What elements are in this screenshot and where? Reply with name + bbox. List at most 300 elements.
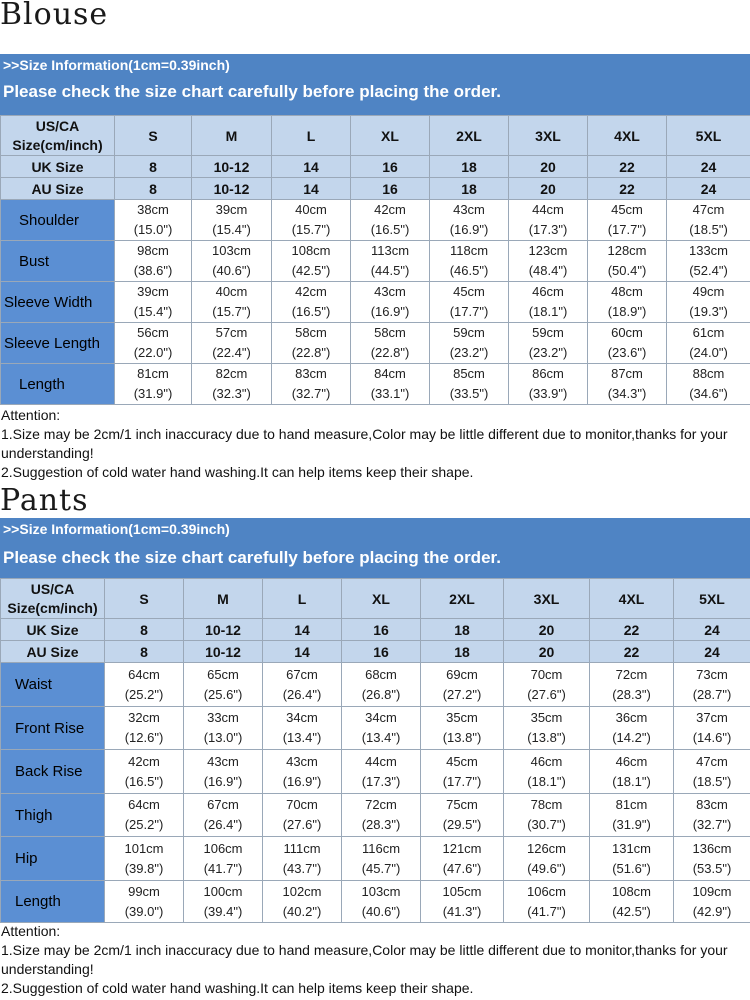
blouse-header-size: S [115, 116, 192, 156]
inch-value: (13.4") [282, 730, 322, 745]
inch-value: (18.9") [607, 304, 647, 319]
pants-measure-cell [184, 837, 263, 881]
inch-value: (16.5") [124, 773, 164, 789]
inch-value: (32.3") [212, 386, 251, 401]
blouse-uk-value: 22 [588, 156, 667, 178]
blouse-measure-row [1, 323, 750, 364]
blouse-uk-value: 10-12 [192, 156, 272, 178]
inch-value: (13.4") [361, 730, 401, 745]
blouse-measure-cell [588, 200, 667, 241]
inch-value: (23.2") [449, 345, 489, 360]
blouse-header-size: 5XL [667, 116, 750, 156]
pants-measure-cell [263, 881, 342, 923]
cm-value: 33cm [207, 710, 239, 725]
cm-value: 116cm [361, 840, 401, 856]
pants-measure-cell [421, 707, 504, 750]
cm-value: 100cm [203, 883, 243, 899]
pants-measure-label: Front Rise [1, 707, 105, 750]
blouse-measure-cell [351, 241, 430, 282]
pants-measure-cell [504, 794, 590, 837]
blouse-measure-label: Sleeve Length [1, 323, 115, 364]
cm-value: 69cm [446, 666, 478, 682]
inch-value: (52.4") [689, 263, 728, 278]
cm-value: 35cm [446, 710, 478, 725]
blouse-uk-label: UK Size [1, 156, 115, 178]
pants-uk-value: 18 [421, 619, 504, 641]
inch-value: (50.4") [607, 263, 647, 278]
inch-value: (22.0") [133, 345, 173, 360]
pants-measure-row [1, 881, 750, 923]
blouse-measure-cell [667, 200, 750, 241]
cm-value: 105cm [442, 883, 482, 899]
pants-au-value: 22 [590, 641, 674, 663]
cm-value: 126cm [526, 840, 567, 856]
blouse-attention-notes [1, 406, 749, 482]
inch-value: (16.9") [203, 773, 243, 789]
blouse-header-us-ca: US/CA [35, 117, 80, 134]
cm-value: 46cm [532, 284, 564, 299]
pants-measure-row [1, 837, 750, 881]
inch-value: (31.9") [133, 386, 173, 401]
cm-value: 81cm [137, 366, 169, 381]
pants-header-size: M [184, 579, 263, 619]
pants-measure-row [1, 794, 750, 837]
cm-value: 42cm [128, 753, 160, 769]
cm-value: 32cm [128, 710, 160, 725]
pants-section-title: Pants [0, 483, 89, 518]
cm-value: 45cm [453, 284, 485, 299]
blouse-measure-cell [115, 241, 192, 282]
inch-value: (26.4") [282, 686, 322, 702]
blouse-au-size-row [1, 178, 750, 200]
cm-value: 45cm [611, 202, 643, 217]
blouse-measure-cell [192, 241, 272, 282]
blouse-measure-cell [115, 200, 192, 241]
inch-value: (18.1") [528, 304, 568, 319]
cm-value: 103cm [361, 883, 401, 899]
inch-value: (27.2") [442, 686, 482, 702]
cm-value: 58cm [295, 325, 327, 340]
cm-value: 64cm [128, 797, 160, 812]
attention-note-2: 2.Suggestion of cold water hand washing.It can help items keep their shape. [1, 464, 474, 480]
cm-value: 39cm [215, 202, 248, 217]
pants-measure-cell [504, 663, 590, 707]
inch-value: (39.0") [124, 903, 164, 919]
cm-value: 113cm [370, 243, 410, 258]
cm-value: 42cm [374, 202, 406, 217]
blouse-au-value: 8 [115, 178, 192, 200]
cm-value: 86cm [532, 366, 564, 381]
cm-value: 88cm [692, 366, 725, 381]
inch-value: (23.2") [528, 345, 568, 360]
pants-measure-cell [342, 794, 421, 837]
inch-value: (27.6") [527, 686, 566, 702]
inch-value: (27.6") [282, 817, 322, 832]
cm-value: 43cm [207, 753, 239, 769]
cm-value: 108cm [291, 243, 331, 258]
pants-size-header-row [1, 579, 750, 619]
cm-value: 67cm [207, 797, 239, 812]
inch-value: (40.6") [212, 263, 251, 278]
blouse-measure-cell [351, 364, 430, 405]
pants-measure-cell [342, 750, 421, 794]
inch-value: (15.7") [291, 222, 331, 237]
blouse-measure-cell [430, 241, 509, 282]
blouse-au-value: 18 [430, 178, 509, 200]
inch-value: (32.7") [692, 817, 732, 832]
pants-measure-cell [590, 663, 674, 707]
blouse-header-size: L [272, 116, 351, 156]
blouse-measure-label: Shoulder [1, 200, 115, 241]
blouse-au-value: 24 [667, 178, 750, 200]
blouse-measure-cell [667, 323, 750, 364]
inch-value: (51.6") [612, 860, 651, 876]
cm-value: 38cm [137, 202, 169, 217]
blouse-measure-cell [192, 323, 272, 364]
pants-uk-value: 20 [504, 619, 590, 641]
blouse-size-header-row [1, 116, 750, 156]
cm-value: 72cm [365, 797, 397, 812]
inch-value: (28.3") [612, 686, 651, 702]
cm-value: 101cm [124, 840, 164, 856]
pants-measure-cell [342, 707, 421, 750]
inch-value: (44.5") [370, 263, 410, 278]
cm-value: 46cm [615, 753, 648, 769]
blouse-measure-row [1, 364, 750, 405]
cm-value: 70cm [530, 666, 563, 682]
inch-value: (18.1") [527, 773, 566, 789]
inch-value: (48.4") [528, 263, 568, 278]
cm-value: 85cm [453, 366, 485, 381]
pants-measure-cell [184, 881, 263, 923]
blouse-measure-cell [272, 282, 351, 323]
blouse-uk-value: 18 [430, 156, 509, 178]
inch-value: (41.3") [442, 903, 482, 919]
pants-measure-cell [674, 837, 750, 881]
cm-value: 43cm [453, 202, 485, 217]
cm-value: 123cm [528, 243, 568, 258]
blouse-measure-cell [588, 364, 667, 405]
blouse-measure-cell [351, 282, 430, 323]
cm-value: 39cm [137, 284, 169, 299]
inch-value: (13.8") [527, 730, 566, 745]
pants-measure-cell [105, 750, 184, 794]
pants-measure-cell [342, 663, 421, 707]
pants-au-value: 20 [504, 641, 590, 663]
blouse-measure-label: Length [1, 364, 115, 405]
cm-value: 128cm [607, 243, 647, 258]
inch-value: (42.9") [692, 903, 732, 919]
inch-value: (16.9") [449, 222, 489, 237]
blouse-info-banner [0, 54, 750, 116]
blouse-header-cm-inch: Size(cm/inch) [12, 136, 103, 153]
inch-value: (34.6") [689, 386, 728, 401]
cm-value: 34cm [286, 710, 318, 725]
pants-measure-cell [504, 881, 590, 923]
blouse-uk-size-row [1, 156, 750, 178]
pants-uk-size-row [1, 619, 750, 641]
inch-value: (15.0") [133, 222, 173, 237]
pants-au-value: 24 [674, 641, 750, 663]
inch-value: (16.9") [370, 304, 410, 319]
pants-uk-value: 24 [674, 619, 750, 641]
blouse-section-title: Blouse [0, 0, 109, 32]
cm-value: 42cm [295, 284, 327, 299]
cm-value: 46cm [530, 753, 563, 769]
inch-value: (34.3") [607, 386, 647, 401]
inch-value: (45.7") [361, 860, 401, 876]
inch-value: (38.6") [133, 263, 173, 278]
blouse-measure-label: Bust [1, 241, 115, 282]
inch-value: (43.7") [282, 860, 322, 876]
cm-value: 106cm [526, 883, 567, 899]
cm-value: 111cm [283, 840, 321, 856]
pants-uk-value: 16 [342, 619, 421, 641]
blouse-size-info-text: >>Size Information(1cm=0.39inch) [3, 57, 230, 73]
blouse-au-value: 22 [588, 178, 667, 200]
inch-value: (18.5") [692, 773, 732, 789]
pants-measure-cell [590, 794, 674, 837]
blouse-measure-cell [192, 200, 272, 241]
cm-value: 102cm [282, 883, 322, 899]
pants-measure-label: Length [1, 881, 105, 923]
inch-value: (26.4") [203, 817, 243, 832]
cm-value: 109cm [692, 883, 732, 899]
pants-check-chart-text: Please check the size chart carefully before placing the order. [3, 548, 501, 567]
inch-value: (16.5") [370, 222, 410, 237]
cm-value: 73cm [696, 666, 728, 682]
cm-value: 68cm [365, 666, 397, 682]
inch-value: (17.7") [449, 304, 489, 319]
inch-value: (40.6") [361, 903, 401, 919]
blouse-measure-cell [115, 282, 192, 323]
pants-uk-label: UK Size [1, 619, 105, 641]
blouse-uk-value: 20 [509, 156, 588, 178]
cm-value: 72cm [615, 666, 648, 682]
pants-measure-cell [421, 750, 504, 794]
inch-value: (28.7") [692, 686, 732, 702]
blouse-measure-cell [115, 364, 192, 405]
pants-measure-row [1, 663, 750, 707]
pants-header-size: 2XL [421, 579, 504, 619]
pants-header-size: 3XL [504, 579, 590, 619]
blouse-measure-cell [192, 282, 272, 323]
cm-value: 65cm [207, 666, 239, 682]
cm-value: 64cm [128, 666, 160, 682]
cm-value: 87cm [611, 366, 643, 381]
blouse-uk-value: 14 [272, 156, 351, 178]
blouse-header-size: M [192, 116, 272, 156]
pants-uk-value: 22 [590, 619, 674, 641]
cm-value: 59cm [532, 325, 564, 340]
pants-measure-label: Back Rise [1, 750, 105, 794]
pants-uk-value: 8 [105, 619, 184, 641]
inch-value: (13.0") [203, 730, 243, 745]
inch-value: (15.4") [133, 304, 173, 319]
blouse-measure-cell [351, 323, 430, 364]
inch-value: (30.7") [527, 817, 566, 832]
cm-value: 45cm [446, 753, 478, 769]
blouse-measure-cell [430, 323, 509, 364]
inch-value: (41.7") [527, 903, 566, 919]
cm-value: 118cm [449, 243, 489, 258]
blouse-measure-cell [588, 241, 667, 282]
inch-value: (23.6") [607, 345, 647, 360]
pants-size-table [0, 578, 750, 923]
inch-value: (33.9") [528, 386, 568, 401]
blouse-measure-cell [430, 282, 509, 323]
pants-measure-cell [421, 837, 504, 881]
pants-measure-cell [263, 837, 342, 881]
pants-measure-cell [184, 750, 263, 794]
pants-header-size: S [105, 579, 184, 619]
inch-value: (17.7") [442, 773, 482, 789]
cm-value: 47cm [696, 753, 728, 769]
blouse-uk-value: 16 [351, 156, 430, 178]
pants-header-size-label [1, 579, 105, 619]
blouse-measure-cell [588, 323, 667, 364]
blouse-au-value: 10-12 [192, 178, 272, 200]
inch-value: (19.3") [689, 304, 728, 319]
blouse-header-size-label [1, 116, 115, 156]
blouse-measure-cell [509, 323, 588, 364]
cm-value: 48cm [611, 284, 643, 299]
cm-value: 131cm [611, 840, 652, 856]
blouse-measure-cell [192, 364, 272, 405]
pants-header-size: XL [342, 579, 421, 619]
blouse-measure-row [1, 241, 750, 282]
pants-measure-cell [105, 707, 184, 750]
pants-measure-cell [504, 750, 590, 794]
inch-value: (18.5") [689, 222, 728, 237]
blouse-measure-cell [272, 241, 351, 282]
blouse-measure-row [1, 282, 750, 323]
inch-value: (13.8") [442, 730, 482, 745]
blouse-header-size: 3XL [509, 116, 588, 156]
inch-value: (24.0") [689, 345, 728, 360]
pants-au-label: AU Size [1, 641, 105, 663]
blouse-measure-cell [667, 364, 750, 405]
cm-value: 70cm [286, 797, 318, 812]
pants-measure-cell [590, 837, 674, 881]
pants-measure-row [1, 707, 750, 750]
cm-value: 37cm [696, 710, 728, 725]
pants-measure-cell [504, 837, 590, 881]
inch-value: (17.7") [607, 222, 647, 237]
cm-value: 136cm [692, 840, 732, 856]
inch-value: (22.8") [291, 345, 331, 360]
cm-value: 83cm [295, 366, 327, 381]
pants-measure-cell [421, 881, 504, 923]
pants-au-value: 8 [105, 641, 184, 663]
inch-value: (41.7") [203, 860, 243, 876]
blouse-measure-cell [509, 200, 588, 241]
cm-value: 43cm [374, 284, 406, 299]
cm-value: 61cm [692, 325, 725, 340]
cm-value: 40cm [295, 202, 327, 217]
cm-value: 43cm [286, 753, 318, 769]
pants-au-value: 10-12 [184, 641, 263, 663]
inch-value: (28.3") [361, 817, 401, 832]
pants-measure-label: Hip [1, 837, 105, 881]
cm-value: 35cm [530, 710, 563, 725]
pants-measure-cell [105, 663, 184, 707]
blouse-check-chart-text: Please check the size chart carefully before placing the order. [3, 82, 501, 101]
blouse-measure-cell [430, 364, 509, 405]
pants-size-info-text: >>Size Information(1cm=0.39inch) [3, 521, 230, 537]
pants-header-size: 4XL [590, 579, 674, 619]
pants-measure-label: Thigh [1, 794, 105, 837]
blouse-size-table [0, 115, 750, 405]
cm-value: 36cm [615, 710, 648, 725]
blouse-au-label: AU Size [1, 178, 115, 200]
pants-measure-cell [590, 707, 674, 750]
cm-value: 99cm [128, 883, 160, 899]
blouse-measure-label: Sleeve Width [1, 282, 115, 323]
inch-value: (18.1") [612, 773, 651, 789]
inch-value: (39.8") [124, 860, 164, 876]
cm-value: 108cm [611, 883, 652, 899]
pants-measure-cell [342, 837, 421, 881]
pants-uk-value: 10-12 [184, 619, 263, 641]
pants-measure-cell [263, 750, 342, 794]
cm-value: 82cm [215, 366, 248, 381]
cm-value: 78cm [530, 797, 563, 812]
inch-value: (25.2") [124, 686, 164, 702]
pants-au-value: 14 [263, 641, 342, 663]
attention-heading: Attention: [1, 923, 61, 939]
blouse-au-value: 14 [272, 178, 351, 200]
inch-value: (40.2") [282, 903, 322, 919]
pants-measure-cell [590, 750, 674, 794]
cm-value: 60cm [611, 325, 643, 340]
pants-measure-cell [421, 794, 504, 837]
blouse-header-size: 2XL [430, 116, 509, 156]
blouse-measure-cell [351, 200, 430, 241]
pants-au-value: 18 [421, 641, 504, 663]
inch-value: (42.5") [612, 903, 651, 919]
cm-value: 58cm [374, 325, 406, 340]
pants-measure-cell [105, 837, 184, 881]
pants-measure-cell [184, 794, 263, 837]
cm-value: 49cm [692, 284, 725, 299]
inch-value: (15.4") [212, 222, 251, 237]
pants-measure-cell [421, 663, 504, 707]
pants-measure-row [1, 750, 750, 794]
blouse-measure-cell [115, 323, 192, 364]
pants-au-size-row [1, 641, 750, 663]
pants-measure-label: Waist [1, 663, 105, 707]
inch-value: (16.9") [282, 773, 322, 789]
inch-value: (49.6") [527, 860, 566, 876]
inch-value: (53.5") [692, 860, 732, 876]
cm-value: 34cm [365, 710, 397, 725]
blouse-header-size: XL [351, 116, 430, 156]
inch-value: (17.3") [528, 222, 568, 237]
pants-header-us-ca: US/CA [30, 580, 75, 597]
blouse-measure-cell [509, 364, 588, 405]
cm-value: 98cm [137, 243, 169, 258]
cm-value: 84cm [374, 366, 406, 381]
pants-measure-cell [263, 707, 342, 750]
inch-value: (14.6") [692, 730, 732, 745]
pants-measure-cell [342, 881, 421, 923]
pants-measure-cell [504, 707, 590, 750]
pants-measure-cell [105, 881, 184, 923]
cm-value: 133cm [688, 243, 729, 258]
blouse-au-value: 20 [509, 178, 588, 200]
inch-value: (39.4") [203, 903, 243, 919]
